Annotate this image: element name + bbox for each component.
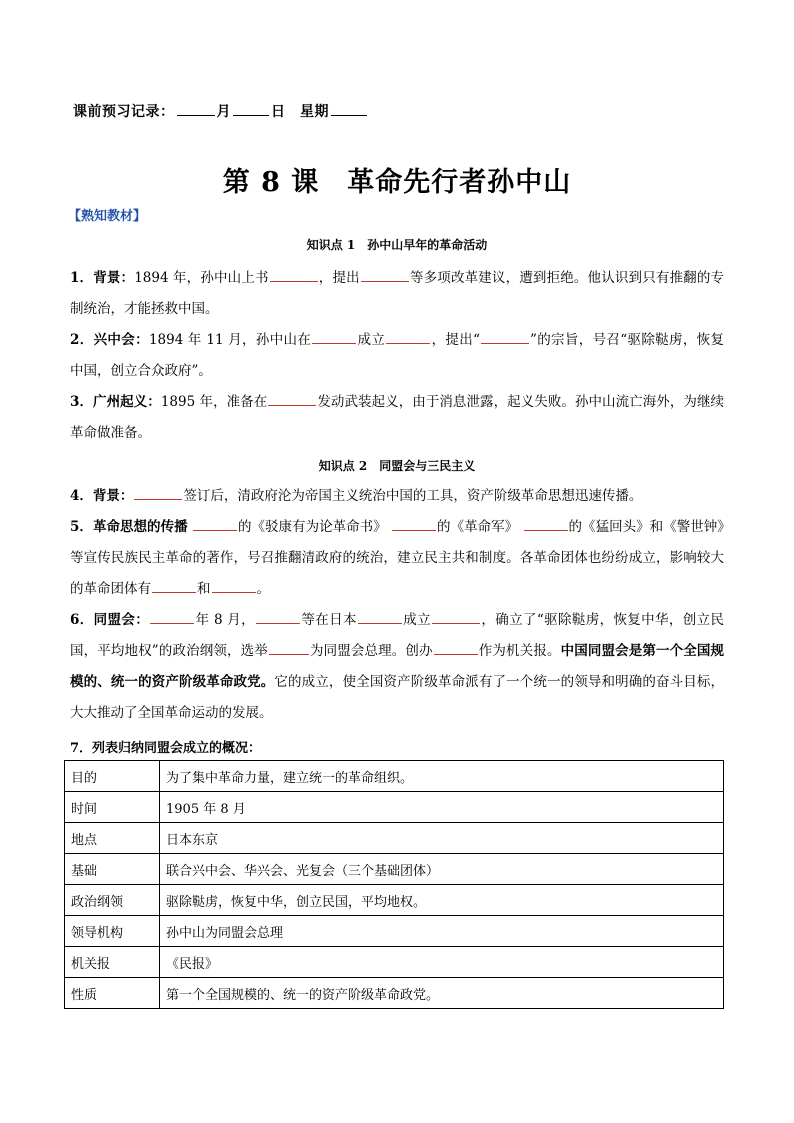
fill-blank[interactable] xyxy=(269,640,309,655)
p4-text-1: 签订后，清政府沦为帝国主义统治中国的工具，资产阶级革命思想迅速传播。 xyxy=(183,488,643,504)
table-key: 政治纲领 xyxy=(65,885,160,916)
paragraph-5 xyxy=(70,512,724,605)
p6-text-8: 它的成立，使全国资产阶级革命派有了一个统一的领导和明确的奋斗目标，大大推动了全国革命运动的发展。 xyxy=(70,674,725,721)
weekday-blank[interactable] xyxy=(331,101,367,116)
p4-label: 背景： xyxy=(92,488,134,504)
tongmenghui-summary-table xyxy=(64,760,724,1009)
p5-text-5: 。 xyxy=(256,581,270,597)
record-weekday: 星期 xyxy=(300,104,329,120)
table-key: 目的 xyxy=(65,761,160,792)
p2-text-3: ，提出“ xyxy=(431,332,480,348)
p6-text-4: ，确立了“驱除鞑虏，恢复中华，创立民国，平均地权”的政治纲领，选举 xyxy=(70,612,725,659)
page-title: 第 8 课 革命先行者孙中山 xyxy=(222,167,572,198)
fill-blank[interactable] xyxy=(134,485,182,500)
fill-blank[interactable] xyxy=(256,609,300,624)
fill-blank[interactable] xyxy=(212,578,256,593)
p6-number: 6． xyxy=(70,612,94,628)
table-caption: 7．列表归纳同盟会成立的概况： xyxy=(70,741,262,756)
p6-emphasis: 中国同盟会是第一个全国规模的、统一的资产阶级革命政党。 xyxy=(70,643,725,690)
record-month: 月 xyxy=(216,104,231,120)
knowledge-point-2-heading: 知识点 2 同盟会与三民主义 xyxy=(318,459,476,473)
month-blank[interactable] xyxy=(177,101,215,116)
p5-text-2: 的《革命军》 xyxy=(437,519,519,535)
table-key: 地点 xyxy=(65,823,160,854)
p1-text-1: 1894 年，孙中山上书 xyxy=(134,270,269,286)
p2-text-1: 1894 年 11 月，孙中山在 xyxy=(148,332,312,348)
table-value: 《民报》 xyxy=(160,947,724,978)
p5-text-1: 的《驳康有为论革命书》 xyxy=(237,519,387,535)
table-key: 机关报 xyxy=(65,947,160,978)
record-day: 日 xyxy=(271,104,286,120)
p2-number: 2． xyxy=(70,332,94,348)
table-value: 日本东京 xyxy=(160,823,724,854)
table-key: 领导机构 xyxy=(65,916,160,947)
paragraph-2 xyxy=(70,325,724,387)
p1-label: 背景： xyxy=(93,270,135,286)
p5-label: 革命思想的传播 xyxy=(92,519,188,535)
table-key: 时间 xyxy=(65,792,160,823)
preview-record-line xyxy=(73,101,369,121)
fill-blank[interactable] xyxy=(152,578,196,593)
knowledge-point-1-heading: 知识点 1 孙中山早年的革命活动 xyxy=(306,238,488,252)
paragraph-1 xyxy=(70,263,724,325)
table-row xyxy=(65,792,724,823)
paragraph-3 xyxy=(70,387,724,449)
fill-blank[interactable] xyxy=(270,267,318,282)
p6-text-6: 作为机关报。 xyxy=(478,643,561,659)
p3-text-2: 发动武装起义，由于消息泄露，起义失败。孙中山流亡海外，为继续革命做准备。 xyxy=(70,394,725,441)
p6-text-1: 年 8 月， xyxy=(195,612,256,628)
p5-text-3: 的《猛回头》和《警世钟》等宣传民族民主革命的著作，号召推翻清政府的统治，建立民主共和制度。各革命团体也纷纷成立，影响较大的革命团体有 xyxy=(70,519,725,597)
table-row xyxy=(65,885,724,916)
p1-text-3: 等多项改革建议，遭到拒绝。他认识到只有推翻的专制统治，才能拯救中国。 xyxy=(70,270,724,317)
table-value: 为了集中革命力量，建立统一的革命组织。 xyxy=(160,761,724,792)
p2-text-4: ”的宗旨，号召“驱除鞑虏，恢复中国，创立合众政府”。 xyxy=(70,332,724,379)
p1-number: 1． xyxy=(70,270,94,286)
fill-blank[interactable] xyxy=(434,640,478,655)
table-row xyxy=(65,761,724,792)
table-value: 第一个全国规模的、统一的资产阶级革命政党。 xyxy=(160,978,724,1009)
fill-blank[interactable] xyxy=(150,609,194,624)
p2-label: 兴中会： xyxy=(93,332,149,348)
day-blank[interactable] xyxy=(233,101,269,116)
fill-blank[interactable] xyxy=(432,609,480,624)
fill-blank[interactable] xyxy=(193,516,237,531)
section-heading: 【熟知教材】 xyxy=(68,209,147,224)
paragraph-6 xyxy=(70,605,724,729)
table-key: 性质 xyxy=(65,978,160,1009)
table-row xyxy=(65,854,724,885)
fill-blank[interactable] xyxy=(361,267,409,282)
table-row xyxy=(65,823,724,854)
table-key: 基础 xyxy=(65,854,160,885)
table-value: 孙中山为同盟会总理 xyxy=(160,916,724,947)
record-label: 课前预习记录： xyxy=(73,104,175,120)
p1-text-2: ，提出 xyxy=(318,270,360,286)
table-row xyxy=(65,947,724,978)
fill-blank[interactable] xyxy=(312,329,356,344)
table-value: 联合兴中会、华兴会、光复会（三个基础团体） xyxy=(160,854,724,885)
p3-number: 3． xyxy=(70,394,94,410)
fill-blank[interactable] xyxy=(386,329,430,344)
p5-number: 5． xyxy=(70,519,93,535)
table-row xyxy=(65,978,724,1009)
p6-label: 同盟会： xyxy=(93,612,150,628)
table-row xyxy=(65,916,724,947)
fill-blank[interactable] xyxy=(358,609,402,624)
paragraph-4 xyxy=(70,481,724,512)
p6-text-5: 为同盟会总理。创办 xyxy=(309,643,433,659)
fill-blank[interactable] xyxy=(481,329,529,344)
p6-text-2: 等在日本 xyxy=(301,612,357,628)
p4-number: 4． xyxy=(70,488,93,504)
fill-blank[interactable] xyxy=(524,516,568,531)
p5-text-4: 和 xyxy=(197,581,211,597)
fill-blank[interactable] xyxy=(268,391,316,406)
table-value: 驱除鞑虏，恢复中华，创立民国，平均地权。 xyxy=(160,885,724,916)
table-value: 1905 年 8 月 xyxy=(160,792,724,823)
fill-blank[interactable] xyxy=(392,516,436,531)
p6-text-3: 成立 xyxy=(402,612,431,628)
p3-label: 广州起义： xyxy=(93,394,161,410)
p2-text-2: 成立 xyxy=(357,332,386,348)
p3-text-1: 1895 年，准备在 xyxy=(160,394,268,410)
